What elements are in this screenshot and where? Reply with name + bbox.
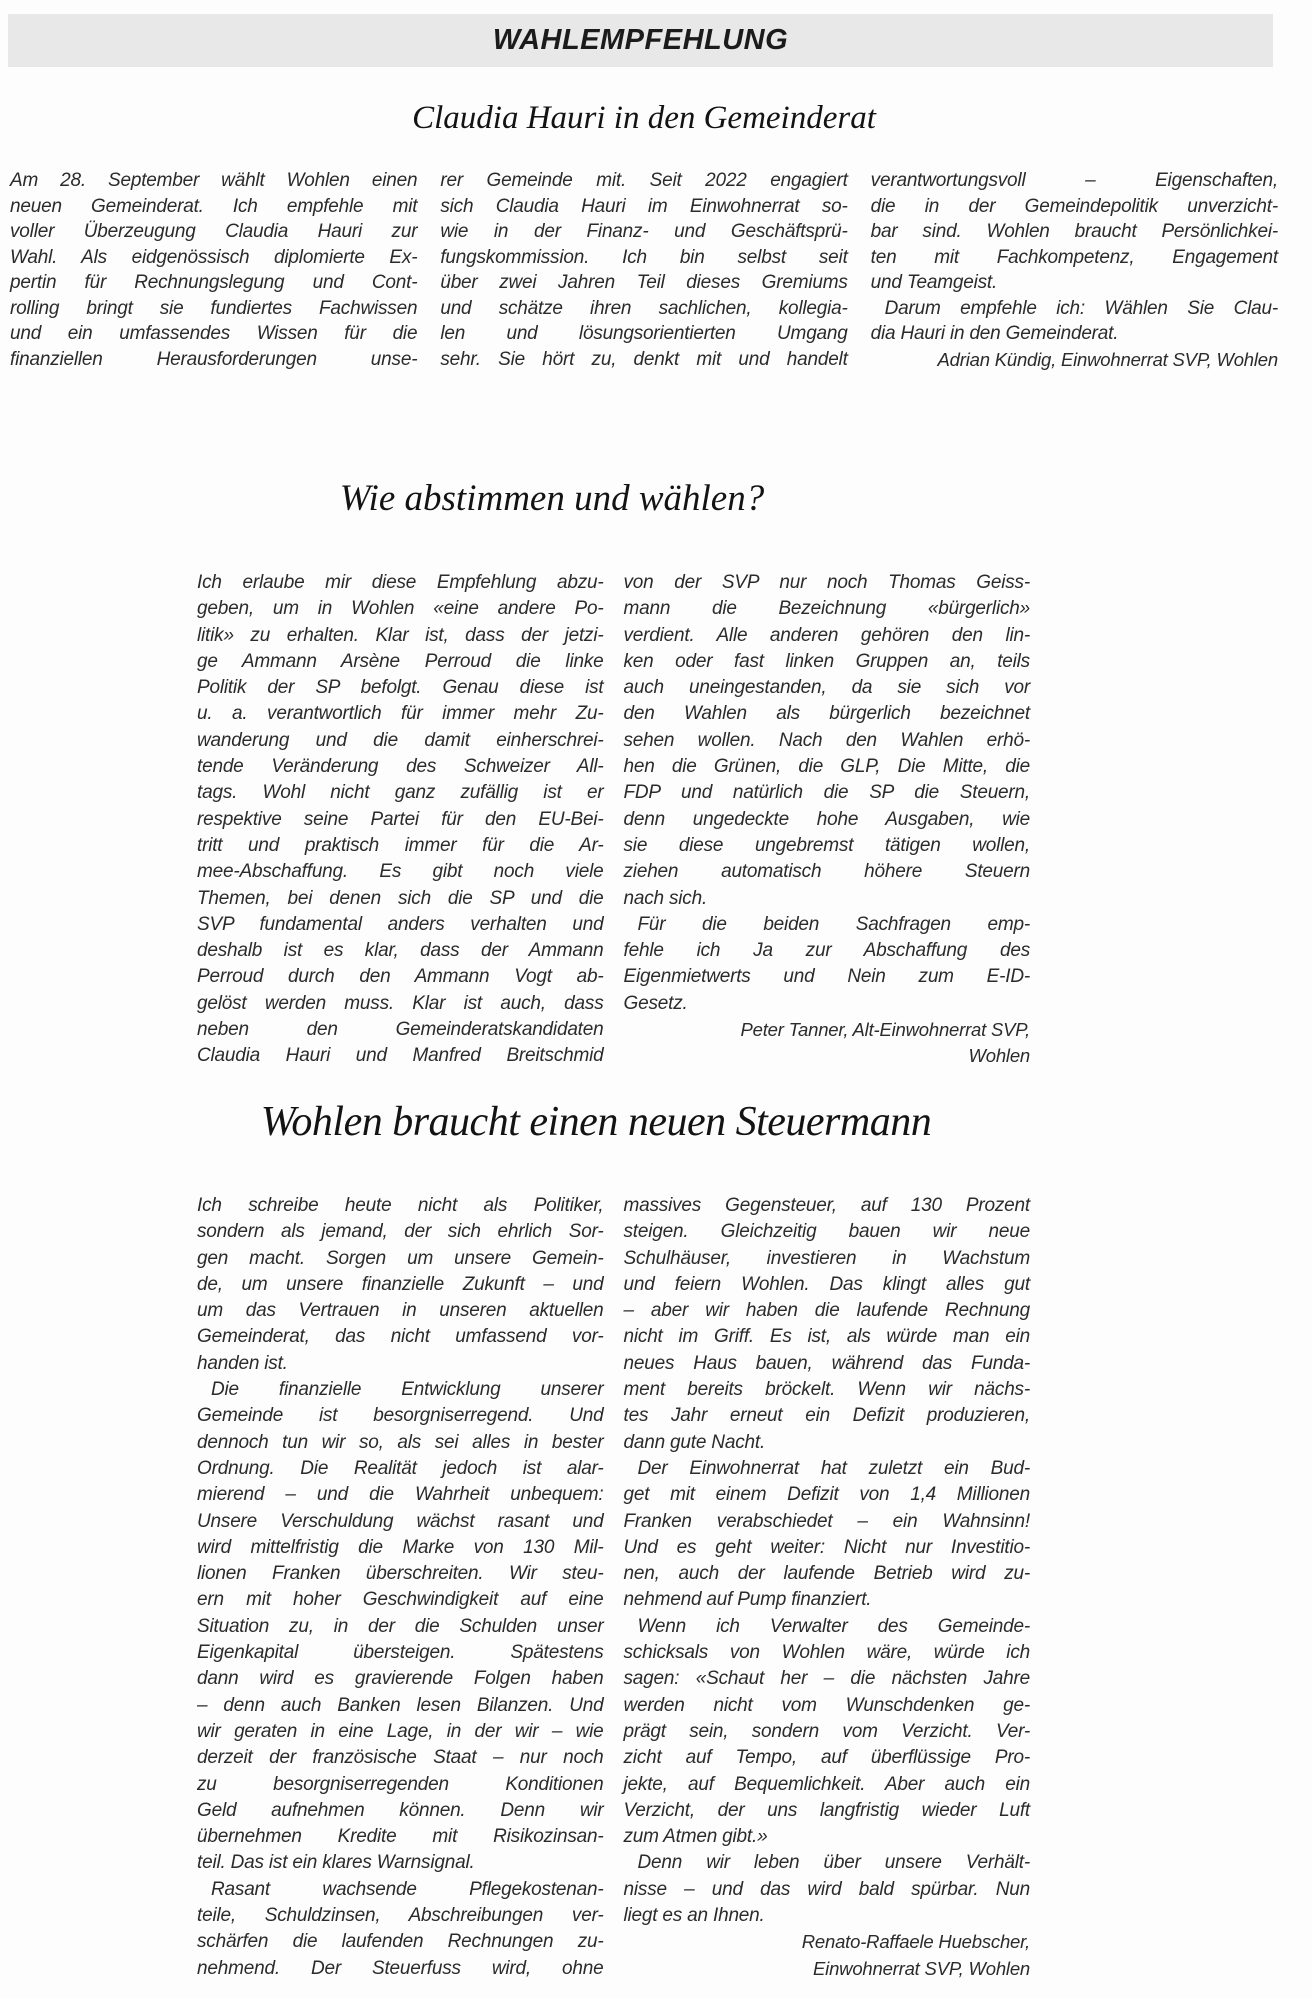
column [624, 570, 1031, 1070]
text-line: Gesetz. [623, 992, 688, 1014]
text-line: ziehen automatisch höhere Steuern [623, 861, 1030, 883]
text-line: SVP fundamental anders verhalten und [197, 913, 604, 935]
text-line: nehmend. Der Steuerfuss wird, ohne [197, 1957, 604, 1979]
text-line: Politik der SP befolgt. Genau diese ist [197, 677, 604, 699]
text-line: Eigenkapital übersteigen. Spätestens [197, 1642, 604, 1664]
signature-line: Peter Tanner, Alt-Einwohnerrat SVP, [740, 1019, 1030, 1041]
text-line: auch uneingestanden, da sie sich vor [623, 677, 1030, 699]
text-line: mee-Abschaffung. Es gibt noch viele [197, 861, 604, 883]
text-line: tes Jahr erneut ein Defizit produzieren, [623, 1405, 1030, 1427]
text-line: wird mittelfristig die Marke von 130 Mil- [197, 1536, 604, 1558]
text-line: fehle ich Ja zur Abschaffung des [623, 940, 1030, 962]
text-line: Rasant wachsende Pflegekostenan- [211, 1878, 604, 1900]
text-line: übernehmen Kredite mit Risikozinsan- [197, 1826, 604, 1848]
text-line: gen macht. Sorgen um unsere Gemein- [197, 1247, 604, 1269]
text-line: sondern als jemand, der sich ehrlich Sor- [197, 1221, 604, 1243]
text-line: de, um unsere finanzielle Zukunft – und [197, 1273, 604, 1295]
text-line: und ein umfassendes Wissen für die [10, 323, 418, 344]
text-line: Situation zu, in der die Schulden unser [197, 1615, 604, 1637]
text-line: massives Gegensteuer, auf 130 Prozent [623, 1195, 1030, 1216]
text-line: sie diese ungebremst tätigen wollen, [623, 834, 1030, 856]
text-line: Ich schreibe heute nicht als Politiker, [197, 1195, 604, 1216]
text-line: mierend – und die Wahrheit unbequem: [197, 1484, 604, 1506]
text-line: jekte, auf Bequemlichkeit. Aber auch ein [623, 1773, 1030, 1795]
text-line: neben den Gemeinderatskandidaten [197, 1019, 604, 1041]
text-line: geben, um in Wohlen «eine andere Po- [197, 598, 604, 620]
text-line: wie in der Finanz- und Geschäftsprü- [440, 221, 848, 242]
text-line: zum Atmen gibt.» [623, 1826, 768, 1848]
column [624, 1193, 1031, 1982]
article-columns-claudia-hauri [10, 168, 1278, 372]
article-columns-steuermann [197, 1193, 1030, 1982]
text-line: dennoch tun wir so, als sei alles in bester [197, 1431, 604, 1453]
text-line: schicksals von Wohlen wäre, würde ich [623, 1642, 1030, 1664]
text-line: die in der Gemeindepolitik unverzicht- [870, 195, 1278, 217]
text-line: ern mit hoher Geschwindigkeit auf eine [197, 1589, 604, 1611]
kicker-bar [8, 14, 1273, 67]
text-line: Gemeinde ist besorgniserregend. Und [197, 1405, 604, 1427]
text-line: werden nicht vom Wunschdenken ge- [623, 1694, 1030, 1716]
signature-line: Einwohnerrat SVP, Wohlen [813, 1957, 1030, 1979]
signature-line: Renato-Raffaele Huebscher, [801, 1931, 1030, 1953]
text-line: fungskommission. Ich bin selbst seit [440, 246, 848, 268]
text-line: sagen: «Schaut her – die nächsten Jahre [623, 1668, 1030, 1690]
text-line: litik» zu erhalten. Klar ist, dass der jetzi- [197, 624, 604, 646]
text-line: Schulhäuser, investieren in Wachstum [623, 1247, 1030, 1269]
column [197, 570, 604, 1070]
text-line: ten mit Fachkompetenz, Engagement [870, 246, 1278, 268]
text-line: neuen Gemeinderat. Ich empfehle mit [10, 195, 418, 217]
article-columns-wie-abstimmen [197, 570, 1030, 1070]
text-line: hen die Grünen, die GLP, Die Mitte, die [623, 756, 1030, 778]
text-line: den Wahlen als bürgerlich bezeichnet [623, 703, 1030, 725]
text-line: deshalb ist es klar, dass der Ammann [197, 940, 604, 962]
text-line: Für die beiden Sachfragen emp- [637, 913, 1030, 935]
column [871, 168, 1278, 372]
text-line: handen ist. [197, 1352, 288, 1374]
text-line: – denn auch Banken lesen Bilanzen. Und [197, 1694, 604, 1716]
text-line: Perroud durch den Ammann Vogt ab- [197, 966, 604, 988]
text-line: Geld aufnehmen können. Denn wir [197, 1799, 604, 1821]
text-line: Der Einwohnerrat hat zuletzt ein Bud- [637, 1457, 1030, 1479]
text-line: Verzicht, der uns langfristig wieder Luft [623, 1799, 1030, 1821]
text-line: prägt sein, sondern vom Verzicht. Ver- [623, 1720, 1030, 1742]
text-line: Ordnung. Die Realität jedoch ist alar- [197, 1457, 604, 1479]
text-line: zicht auf Tempo, auf überflüssige Pro- [623, 1747, 1030, 1769]
text-line: Die finanzielle Entwicklung unserer [211, 1379, 604, 1401]
text-line: verantwortungsvoll – Eigenschaften, [870, 170, 1278, 191]
text-line: rolling bringt sie fundiertes Fachwissen [10, 297, 418, 319]
text-line: dann wird es gravierende Folgen haben [197, 1668, 604, 1690]
text-line: nehmend auf Pump finanziert. [623, 1589, 872, 1611]
text-line: und schätze ihren sachlichen, kollegia- [440, 297, 848, 319]
text-line: sehr. Sie hört zu, denkt mit und handelt [440, 348, 848, 370]
text-line: sehen wollen. Nach den Wahlen erhö- [623, 729, 1030, 751]
text-line: verdient. Alle anderen gehören den lin- [623, 624, 1030, 646]
text-line: ken oder fast linken Gruppen an, teils [623, 650, 1030, 672]
text-line: dia Hauri in den Gemeinderat. [870, 323, 1119, 344]
text-line: pertin für Rechnungslegung und Cont- [10, 272, 418, 293]
text-line: Claudia Hauri und Manfred Breitschmid [197, 1045, 604, 1067]
text-line: Unsere Verschuldung wächst rasant und [197, 1510, 604, 1532]
text-line: um das Vertrauen in unseren aktuellen [197, 1300, 604, 1322]
text-line: von der SVP nur noch Thomas Geiss- [623, 572, 1030, 593]
text-line: liegt es an Ihnen. [623, 1905, 765, 1927]
text-line: lionen Franken überschreiten. Wir steu- [197, 1563, 604, 1585]
text-line: nisse – und das wird bald spürbar. Nun [623, 1878, 1030, 1900]
text-line: ment bereits bröckelt. Wenn wir nächs- [623, 1379, 1030, 1401]
text-line: FDP und natürlich die SP die Steuern, [623, 782, 1030, 804]
text-line: Wenn ich Verwalter des Gemeinde- [637, 1615, 1030, 1637]
text-line: Franken verabschiedet – ein Wahnsinn! [623, 1510, 1030, 1532]
text-line: schärfen die laufenden Rechnungen zu- [197, 1931, 604, 1953]
article-title-wie-abstimmen: Wie abstimmen und wählen? [339, 478, 765, 519]
text-line: wanderung und die damit einherschrei- [197, 729, 604, 751]
text-line: nicht im Griff. Es ist, als würde man ein [623, 1326, 1030, 1348]
text-line: und feiern Wohlen. Das klingt alles gut [623, 1273, 1030, 1295]
text-line: nach sich. [623, 887, 708, 909]
text-line: Wahl. Als eidgenössisch diplomierte Ex- [10, 246, 418, 268]
text-line: Gemeinderat, das nicht umfassend vor- [197, 1326, 604, 1348]
text-line: teile, Schuldzinsen, Abschreibungen ver- [197, 1905, 604, 1927]
text-line: get mit einem Defizit von 1,4 Millionen [623, 1484, 1030, 1506]
text-line: und Teamgeist. [870, 272, 998, 293]
article-title-claudia-hauri: Claudia Hauri in den Gemeinderat [412, 100, 876, 136]
text-line: – aber wir haben die laufende Rechnung [623, 1300, 1030, 1322]
text-line: Eigenmietwerts und Nein zum E-ID- [623, 966, 1030, 988]
signature-line: Wohlen [968, 1045, 1030, 1067]
text-line: tritt und praktisch immer für die Ar- [197, 834, 604, 856]
text-line: wir geraten in eine Lage, in der wir – wie [197, 1720, 604, 1742]
text-line: sich Claudia Hauri im Einwohnerrat so- [440, 195, 848, 217]
text-line: gelöst werden muss. Klar ist auch, dass [197, 992, 604, 1014]
text-line: Und es geht weiter: Nicht nur Investitio- [623, 1536, 1030, 1558]
text-line: bar sind. Wohlen braucht Persönlichkei- [870, 221, 1278, 242]
text-line: Am 28. September wählt Wohlen einen [10, 170, 418, 191]
text-line: rer Gemeinde mit. Seit 2022 engagiert [440, 170, 848, 191]
text-line: ge Ammann Arsène Perroud die linke [197, 650, 604, 672]
kicker-title: WAHLEMPFEHLUNG [492, 24, 789, 56]
text-line: nen, auch der laufende Betrieb wird zu- [623, 1563, 1030, 1585]
text-line: über zwei Jahren Teil dieses Gremiums [440, 272, 848, 293]
text-line: u. a. verantwortlich für immer mehr Zu- [197, 703, 604, 725]
column [197, 1193, 604, 1982]
column [440, 168, 847, 372]
signature-line: Adrian Kündig, Einwohnerrat SVP, Wohlen [937, 348, 1278, 370]
column [10, 168, 417, 372]
text-line: dann gute Nacht. [623, 1431, 766, 1453]
text-line: Ich erlaube mir diese Empfehlung abzu- [197, 572, 604, 593]
text-line: derzeit der französische Staat – nur noch [197, 1747, 604, 1769]
text-line: mann die Bezeichnung «bürgerlich» [623, 598, 1030, 620]
text-line: respektive seine Partei für den EU-Bei- [197, 808, 604, 830]
text-line: Darum empfehle ich: Wählen Sie Clau- [884, 297, 1278, 319]
text-line: neues Haus bauen, während das Funda- [623, 1352, 1030, 1374]
text-line: len und lösungsorientierten Umgang [440, 323, 848, 344]
text-line: Denn wir leben über unsere Verhält- [637, 1852, 1030, 1874]
text-line: tende Veränderung des Schweizer All- [197, 756, 604, 778]
text-line: tags. Wohl nicht ganz zufällig ist er [197, 782, 604, 804]
text-line: voller Überzeugung Claudia Hauri zur [10, 221, 418, 242]
text-line: steigen. Gleichzeitig bauen wir neue [623, 1221, 1030, 1243]
text-line: finanziellen Herausforderungen unse- [10, 348, 418, 370]
article-title-steuermann: Wohlen braucht einen neuen Steuermann [260, 1099, 932, 1145]
text-line: Themen, bei denen sich die SP und die [197, 887, 604, 909]
text-line: teil. Das ist ein klares Warnsignal. [197, 1852, 475, 1874]
text-line: denn ungedeckte hohe Ausgaben, wie [623, 808, 1030, 830]
text-line: zu besorgniserregenden Konditionen [197, 1773, 604, 1795]
